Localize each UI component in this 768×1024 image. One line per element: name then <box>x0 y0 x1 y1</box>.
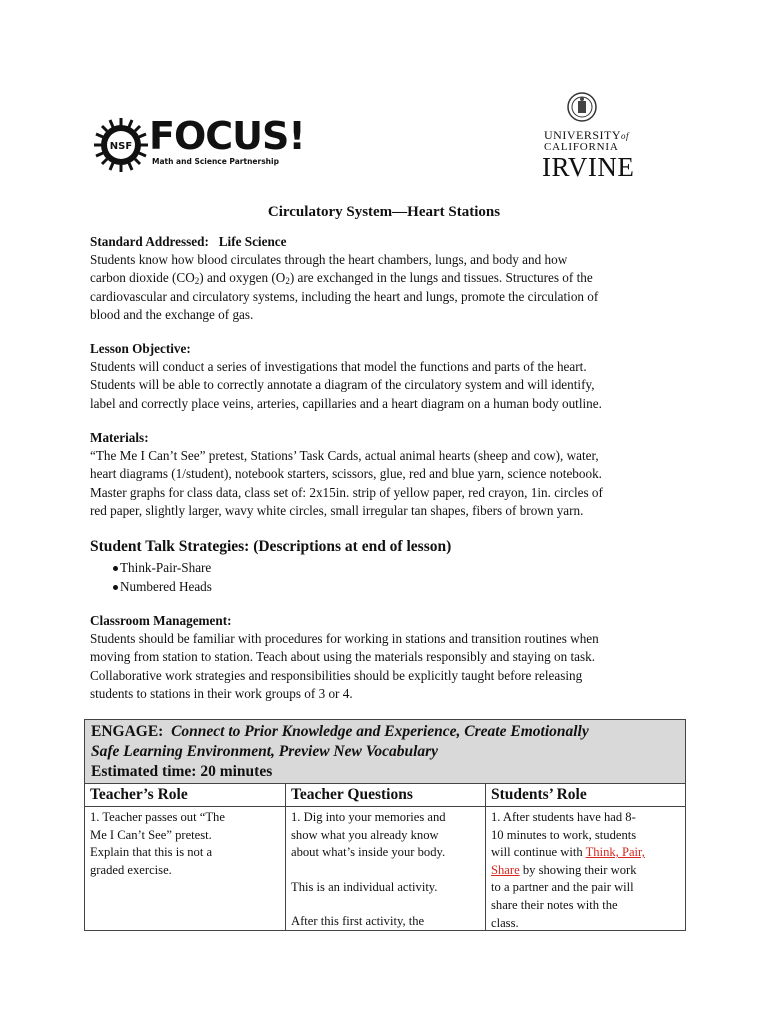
focus-logo <box>92 114 305 178</box>
focus-subtitle: Math and Science Partnership <box>152 157 279 166</box>
uci-logo <box>540 92 640 184</box>
talk-strategies-list <box>90 558 680 596</box>
list-item: Think-Pair-Share <box>90 558 680 577</box>
bullet-icon <box>113 566 118 571</box>
objective-heading: Lesson Objective: <box>90 341 191 356</box>
objective-line: Students will conduct a series of investigations that model the functions and parts of the heart. <box>90 359 587 375</box>
engage-time: Estimated time: 20 minutes <box>91 763 273 780</box>
standard-line: blood and the exchange of gas. <box>90 306 254 322</box>
teacher-questions-column <box>286 784 486 930</box>
management-section <box>90 612 680 703</box>
teacher-questions-cell: 1. Dig into your memories and show what you already know about what’s inside your body. This is an individual activity. After this first activity, the <box>291 810 446 929</box>
management-line: Students should be familiar with procedures for working in stations and transition routines when <box>90 631 599 647</box>
materials-line: “The Me I Can’t See” pretest, Stations’ Task Cards, actual animal hearts (sheep and cow), water, <box>90 448 599 464</box>
university-seal-icon <box>567 92 597 122</box>
nsf-text: NSF <box>109 141 133 152</box>
materials-heading: Materials: <box>90 430 149 445</box>
uci-irvine-text: IRVINE <box>542 152 635 182</box>
think-pair-share-link[interactable]: Think, Pair, <box>585 845 645 860</box>
standard-line: cardiovascular and circulatory systems, including the heart and lungs, promote the circulation of <box>90 288 599 304</box>
standard-section <box>90 233 680 324</box>
students-role-cell: 1. After students have had 8- 10 minutes to work, students will continue with Think, Pair, Share by showing their work to a partner and the pair will share their notes with the class. <box>491 810 645 930</box>
management-line: moving from station to station. Teach about using the materials responsibly and staying on task. <box>90 649 596 665</box>
engage-title: ENGAGE: Connect to Prior Knowledge and Experience, Create Emotionally <box>91 723 589 740</box>
materials-line: heart diagrams (1/student), notebook starters, scissors, glue, red and blue yarn, science notebook. <box>90 466 602 482</box>
objective-line: Students will be able to correctly annotate a diagram of the circulatory system and will identify, <box>90 377 595 393</box>
document-title: Circulatory System—Heart Stations <box>267 204 501 220</box>
standard-line: carbon dioxide $(CO_2)$ and oxygen $(O_2)$ are exchanged in the lungs and tissues. Structures of the <box>90 270 593 287</box>
standard-heading: Standard Addressed: Life Science <box>90 234 287 249</box>
talk-strategies-section <box>90 538 680 596</box>
teacher-role-column <box>85 784 286 930</box>
teacher-role-header: Teacher’s Role <box>85 784 285 807</box>
management-line: students to stations in their work groups of 3 or 4. <box>90 685 353 701</box>
focus-wordmark: FOCUS! <box>149 114 305 158</box>
list-item: Numbered Heads <box>90 577 680 596</box>
students-role-header: Students’ Role <box>486 784 685 807</box>
talk-strategies-heading: Student Talk Strategies: (Descriptions at end of lesson) <box>90 538 452 555</box>
teacher-role-cell: 1. Teacher passes out “The Me I Can’t See” pretest. Explain that this is not a graded exercise. <box>90 810 225 877</box>
materials-section <box>90 429 680 520</box>
standard-line: Students know how blood circulates through the heart chambers, lungs, and body and how <box>90 252 568 268</box>
objective-line: label and correctly place veins, arteries, capillaries and a heart diagram on a human body outline. <box>90 395 602 411</box>
uci-university-text: UNIVERSITYof <box>544 128 630 142</box>
engage-title-cont: Safe Learning Environment, Preview New Vocabulary <box>91 743 439 760</box>
management-heading: Classroom Management: <box>90 613 232 628</box>
objective-section <box>90 340 680 413</box>
students-role-column <box>486 784 685 930</box>
bullet-icon <box>113 585 118 590</box>
management-line: Collaborative work strategies and responsibilities should be explicitly taught before releasing <box>90 667 583 683</box>
uci-california-text: CALIFORNIA <box>544 141 619 153</box>
engage-header <box>85 720 685 784</box>
nsf-globe-icon <box>92 116 150 174</box>
materials-line: Master graphs for class data, class set of: 2x15in. strip of yellow paper, red crayon, 1in. circles of <box>90 484 603 500</box>
engage-table <box>84 719 686 931</box>
share-link[interactable]: Share <box>491 862 520 877</box>
materials-line: red paper, slightly larger, wavy white circles, small irregular tan shapes, fibers of brown yarn. <box>90 502 584 518</box>
teacher-questions-header: Teacher Questions <box>286 784 485 807</box>
